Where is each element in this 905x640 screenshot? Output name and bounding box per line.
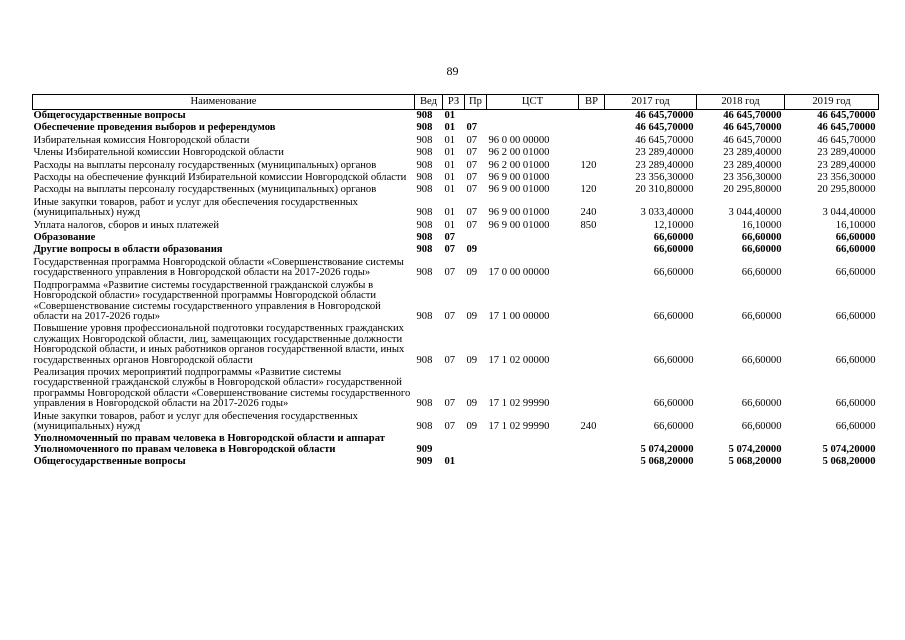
- cell-ved: 908: [416, 134, 433, 146]
- cell-2018: 5 074,20000: [728, 443, 782, 455]
- page-number: 89: [446, 64, 459, 78]
- table-row: [33, 232, 879, 244]
- cell-2017: 23 356,30000: [635, 172, 694, 184]
- cell-pr: 07: [466, 159, 478, 171]
- cell-pr: 09: [466, 354, 478, 366]
- cell-2017: 23 289,40000: [635, 147, 694, 159]
- cell-name: Общегосударственные вопросы: [33, 456, 186, 468]
- cell-2017: 20 310,80000: [635, 184, 694, 196]
- cell-2019: 66,60000: [835, 232, 876, 244]
- cell-pr: 07: [466, 134, 478, 146]
- cell-rz: [443, 433, 465, 456]
- cell-2018: 23 289,40000: [723, 147, 782, 159]
- cell-2019: 20 295,80000: [817, 184, 876, 196]
- cell-rz: 01: [444, 172, 456, 184]
- cell-2019: 66,60000: [835, 310, 876, 322]
- cell-name: Обеспечение проведения выборов и референдумов: [33, 122, 276, 134]
- cell-2019: 46 645,70000: [817, 110, 876, 121]
- cell-2017: 66,60000: [653, 420, 694, 432]
- cell-2019: 5 068,20000: [822, 456, 876, 468]
- cell-ved: 908: [416, 420, 433, 432]
- cell-vr: 120: [580, 159, 597, 171]
- cell-name: Уполномоченный по правам человека в Новгородской области и аппарат Уполномоченного по правам человека в Новгородской области: [33, 433, 385, 455]
- cell-vr: [579, 147, 605, 159]
- cell-2019: 46 645,70000: [817, 134, 876, 146]
- header-ved: Вед: [415, 95, 443, 110]
- cell-pr: 09: [466, 267, 478, 279]
- cell-2019: 66,60000: [835, 398, 876, 410]
- cell-2018: 66,60000: [741, 420, 782, 432]
- cell-vr: [579, 280, 605, 324]
- cell-2018: 3 044,40000: [728, 207, 782, 219]
- cell-pr: [465, 110, 487, 123]
- cell-2019: 66,60000: [835, 267, 876, 279]
- cell-2019: 66,60000: [835, 354, 876, 366]
- header-pr: Пр: [465, 95, 487, 110]
- cell-name: Иные закупки товаров, работ и услуг для обеспечения государственных (муниципальных) нужд: [33, 410, 358, 432]
- cell-2018: 46 645,70000: [723, 122, 782, 134]
- cell-2018: 66,60000: [741, 267, 782, 279]
- cell-name: Избирательная комиссия Новгородской области: [33, 134, 250, 146]
- cell-2018: 20 295,80000: [723, 184, 782, 196]
- cell-ved: 908: [416, 207, 433, 219]
- header-vr: ВР: [579, 95, 605, 110]
- table-row: [33, 367, 879, 411]
- cell-ved: 908: [416, 219, 433, 231]
- cell-ved: 908: [416, 122, 433, 134]
- cell-rz: 01: [444, 110, 456, 121]
- cell-name: Иные закупки товаров, работ и услуг для обеспечения государственных (муниципальных) нужд: [33, 196, 358, 219]
- cell-pr: [465, 232, 487, 244]
- cell-ved: 908: [416, 310, 433, 322]
- cell-vr: [579, 244, 605, 256]
- cell-rz: 07: [444, 310, 456, 322]
- cell-cst: 96 9 00 01000: [488, 219, 550, 231]
- cell-2019: 16,10000: [835, 219, 876, 231]
- cell-rz: 07: [444, 244, 456, 256]
- cell-2018: 16,10000: [741, 219, 782, 231]
- cell-2017: 3 033,40000: [640, 207, 694, 219]
- cell-cst: 17 1 02 99990: [488, 420, 550, 432]
- cell-2017: 23 289,40000: [635, 159, 694, 171]
- cell-name: Реализация прочих мероприятий подпрограммы «Развитие системы государственной гражданской службы в Новгородской области» государственной программы Новгородской области «Совершенствование системы государственного управления в Новгородской области на 2017-2026 годы»: [33, 366, 411, 410]
- cell-vr: [579, 323, 605, 367]
- cell-cst: [487, 232, 579, 244]
- cell-cst: [487, 110, 579, 123]
- cell-pr: [465, 433, 487, 456]
- cell-2019: 46 645,70000: [817, 122, 876, 134]
- header-rz: РЗ: [443, 95, 465, 110]
- cell-cst: [487, 456, 579, 468]
- cell-cst: 96 9 00 01000: [488, 207, 550, 219]
- cell-2017: 46 645,70000: [635, 122, 694, 134]
- cell-pr: 07: [466, 219, 478, 231]
- cell-2017: 5 068,20000: [640, 456, 694, 468]
- cell-rz: 01: [444, 219, 456, 231]
- table-row: [33, 147, 879, 159]
- cell-2017: 66,60000: [653, 232, 694, 244]
- cell-2018: 66,60000: [741, 232, 782, 244]
- cell-2017: 66,60000: [653, 244, 694, 256]
- cell-2019: 66,60000: [835, 244, 876, 256]
- cell-2019: 3 044,40000: [822, 207, 876, 219]
- cell-2018: 66,60000: [741, 310, 782, 322]
- cell-cst: [487, 122, 579, 134]
- cell-2017: 66,60000: [653, 398, 694, 410]
- cell-cst: 96 9 00 01000: [488, 184, 550, 196]
- cell-cst: 96 0 00 00000: [488, 134, 550, 146]
- cell-2017: 12,10000: [653, 219, 694, 231]
- cell-pr: 09: [466, 420, 478, 432]
- cell-2018: 5 068,20000: [728, 456, 782, 468]
- cell-vr: [579, 172, 605, 184]
- table-row: [33, 184, 879, 196]
- cell-2018: 23 289,40000: [723, 159, 782, 171]
- cell-2018: 66,60000: [741, 398, 782, 410]
- cell-name: Расходы на выплаты персоналу государственных (муниципальных) органов: [33, 159, 377, 171]
- cell-rz: 07: [444, 232, 456, 244]
- cell-ved: 908: [416, 184, 433, 196]
- cell-2019: 23 289,40000: [817, 159, 876, 171]
- cell-name: Другие вопросы в области образования: [33, 244, 223, 256]
- table-row: [33, 160, 879, 172]
- cell-2019: 23 289,40000: [817, 147, 876, 159]
- cell-cst: [487, 433, 579, 456]
- cell-ved: 908: [416, 244, 433, 256]
- cell-rz: 01: [444, 159, 456, 171]
- cell-ved: 908: [416, 159, 433, 171]
- cell-cst: 17 0 00 00000: [488, 267, 550, 279]
- cell-name: Расходы на выплаты персоналу государственных (муниципальных) органов: [33, 184, 377, 196]
- cell-pr: 07: [466, 122, 478, 134]
- cell-2018: 66,60000: [741, 244, 782, 256]
- cell-2019: 23 356,30000: [817, 172, 876, 184]
- cell-rz: 01: [444, 122, 456, 134]
- budget-table: [32, 94, 879, 469]
- cell-rz: 01: [444, 134, 456, 146]
- table-row: [33, 456, 879, 468]
- cell-ved: 909: [416, 456, 433, 468]
- cell-rz: 01: [444, 207, 456, 219]
- cell-2018: 66,60000: [741, 354, 782, 366]
- cell-rz: 07: [444, 267, 456, 279]
- cell-pr: 07: [466, 184, 478, 196]
- cell-rz: 07: [444, 398, 456, 410]
- cell-cst: 96 9 00 01000: [488, 172, 550, 184]
- cell-cst: 96 2 00 01000: [488, 159, 550, 171]
- table-row: [33, 257, 879, 280]
- cell-vr: [579, 110, 605, 123]
- cell-pr: 09: [466, 398, 478, 410]
- table-row: [33, 122, 879, 134]
- cell-2018: 23 356,30000: [723, 172, 782, 184]
- cell-pr: 09: [466, 244, 478, 256]
- cell-name: Расходы на обеспечение функций Избирательной комиссии Новгородской области: [33, 172, 407, 184]
- cell-vr: [579, 122, 605, 134]
- cell-vr: [579, 433, 605, 456]
- cell-rz: 07: [444, 354, 456, 366]
- cell-vr: [579, 232, 605, 244]
- cell-vr: [579, 135, 605, 147]
- cell-pr: 07: [466, 207, 478, 219]
- cell-rz: 01: [444, 184, 456, 196]
- cell-pr: 07: [466, 147, 478, 159]
- cell-rz: 01: [444, 147, 456, 159]
- cell-pr: [465, 456, 487, 468]
- cell-name: Государственная программа Новгородской области «Совершенствование системы государственного управления в Новгородской области на 2017-2026 годы»: [33, 256, 404, 279]
- cell-ved: 908: [416, 354, 433, 366]
- cell-2017: 66,60000: [653, 310, 694, 322]
- cell-ved: 908: [416, 267, 433, 279]
- header-name: Наименование: [33, 95, 415, 110]
- cell-vr: 120: [580, 184, 597, 196]
- cell-cst: 96 2 00 01000: [488, 147, 550, 159]
- header-2019: 2019 год: [785, 95, 879, 110]
- cell-vr: 240: [580, 420, 597, 432]
- cell-cst: 17 1 00 00000: [488, 310, 550, 322]
- table-row: [33, 135, 879, 147]
- cell-cst: 17 1 02 99990: [488, 398, 550, 410]
- table-row: [33, 110, 879, 123]
- cell-pr: 09: [466, 310, 478, 322]
- cell-cst: [487, 244, 579, 256]
- cell-ved: 908: [416, 232, 433, 244]
- table-row: [33, 433, 879, 456]
- cell-pr: 07: [466, 172, 478, 184]
- table-header-row: [33, 95, 879, 110]
- cell-2019: 5 074,20000: [822, 443, 876, 455]
- cell-2019: 66,60000: [835, 420, 876, 432]
- header-cst: ЦСТ: [487, 95, 579, 110]
- table-row: [33, 220, 879, 232]
- table-row: [33, 411, 879, 434]
- cell-ved: 908: [416, 110, 433, 121]
- cell-2017: 46 645,70000: [635, 134, 694, 146]
- header-2017: 2017 год: [605, 95, 697, 110]
- cell-ved: 908: [416, 398, 433, 410]
- cell-vr: [579, 456, 605, 468]
- cell-vr: [579, 257, 605, 280]
- cell-2017: 66,60000: [653, 267, 694, 279]
- cell-ved: 908: [416, 147, 433, 159]
- cell-2017: 66,60000: [653, 354, 694, 366]
- table-row: [33, 172, 879, 184]
- table-row: [33, 197, 879, 220]
- cell-vr: [579, 367, 605, 411]
- cell-2018: 46 645,70000: [723, 134, 782, 146]
- cell-name: Члены Избирательной комиссии Новгородской области: [33, 147, 284, 159]
- table-row: [33, 244, 879, 256]
- cell-ved: 909: [416, 443, 433, 455]
- table-body: [33, 110, 879, 469]
- header-2018: 2018 год: [697, 95, 785, 110]
- cell-2018: 46 645,70000: [723, 110, 782, 121]
- cell-rz: 01: [444, 456, 456, 468]
- cell-2017: 46 645,70000: [635, 110, 694, 121]
- cell-cst: 17 1 02 00000: [488, 354, 550, 366]
- cell-name: Уплата налогов, сборов и иных платежей: [33, 219, 220, 231]
- table-row: [33, 280, 879, 324]
- cell-rz: 07: [444, 420, 456, 432]
- cell-name: Подпрограмма «Развитие системы государственной гражданской службы в Новгородской области» государственной программы Новгородской области «Совершенствование системы государственного управления в Новгородской области на 2017-2026 годы»: [33, 279, 381, 322]
- cell-ved: 908: [416, 172, 433, 184]
- cell-vr: 240: [580, 207, 597, 219]
- cell-vr: 850: [580, 219, 597, 231]
- cell-name: Образование: [33, 232, 96, 244]
- table-row: [33, 323, 879, 367]
- cell-name: Повышение уровня профессиональной подготовки государственных гражданских служащих Новгородской области, лиц, замещающих государственные должности Новгородской области, и иных работников органов государственной власти, иных государственных органов Новгородской области: [33, 323, 405, 366]
- cell-2017: 5 074,20000: [640, 443, 694, 455]
- cell-name: Общегосударственные вопросы: [33, 110, 186, 121]
